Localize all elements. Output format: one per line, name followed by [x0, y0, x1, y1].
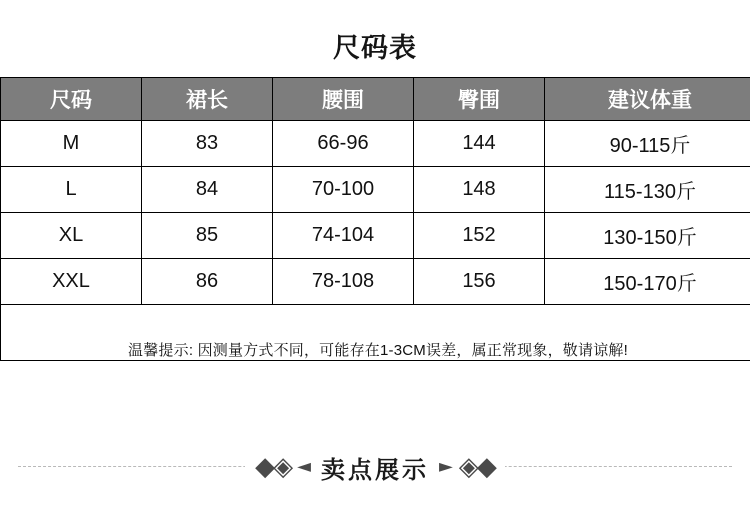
- header-cell-skirt-length: 裙长: [142, 78, 273, 121]
- cell-skirt-length: 86: [142, 259, 273, 305]
- cell-skirt-length: 84: [142, 167, 273, 213]
- cell-waist: 74-104: [273, 213, 414, 259]
- measurement-note: 温馨提示: 因测量方式不同，可能存在1-3CM误差，属正常现象，敬请谅解!: [128, 342, 628, 359]
- page-title: 尺码表: [333, 33, 417, 63]
- arrow-left-icon: ◄: [297, 456, 311, 477]
- cell-skirt-length: 83: [142, 121, 273, 167]
- diamond-ornament-right-icon: ◈◆: [458, 452, 495, 482]
- diamond-ornament-left-icon: ◆◈: [255, 452, 292, 482]
- cell-size: XXL: [1, 259, 142, 305]
- banner-content: [245, 450, 505, 485]
- banner-title: 卖点展示: [321, 456, 429, 484]
- header-cell-size: 尺码: [1, 78, 142, 121]
- table-note-cell: [1, 305, 750, 361]
- cell-size: M: [1, 121, 142, 167]
- table-header-row: [1, 78, 750, 121]
- cell-hip: 152: [414, 213, 545, 259]
- cell-waist: 70-100: [273, 167, 414, 213]
- header-cell-waist: 腰围: [273, 78, 414, 121]
- cell-size: XL: [1, 213, 142, 259]
- cell-weight: 90-115斤: [545, 121, 750, 167]
- table-row: [1, 259, 750, 305]
- header-cell-weight: 建议体重: [545, 78, 750, 121]
- size-table-header: [1, 78, 750, 121]
- cell-skirt-length: 85: [142, 213, 273, 259]
- size-table: [0, 77, 750, 361]
- table-row: [1, 167, 750, 213]
- cell-hip: 144: [414, 121, 545, 167]
- header-cell-hip: 臀围: [414, 78, 545, 121]
- cell-size: L: [1, 167, 142, 213]
- selling-point-banner: [0, 432, 750, 502]
- size-table-body: [1, 121, 750, 361]
- table-note-row: [1, 305, 750, 361]
- arrow-right-icon: ►: [439, 456, 453, 477]
- cell-weight: 115-130斤: [545, 167, 750, 213]
- cell-waist: 66-96: [273, 121, 414, 167]
- cell-weight: 150-170斤: [545, 259, 750, 305]
- table-row: [1, 213, 750, 259]
- table-row: [1, 121, 750, 167]
- cell-hip: 148: [414, 167, 545, 213]
- cell-waist: 78-108: [273, 259, 414, 305]
- cell-hip: 156: [414, 259, 545, 305]
- cell-weight: 130-150斤: [545, 213, 750, 259]
